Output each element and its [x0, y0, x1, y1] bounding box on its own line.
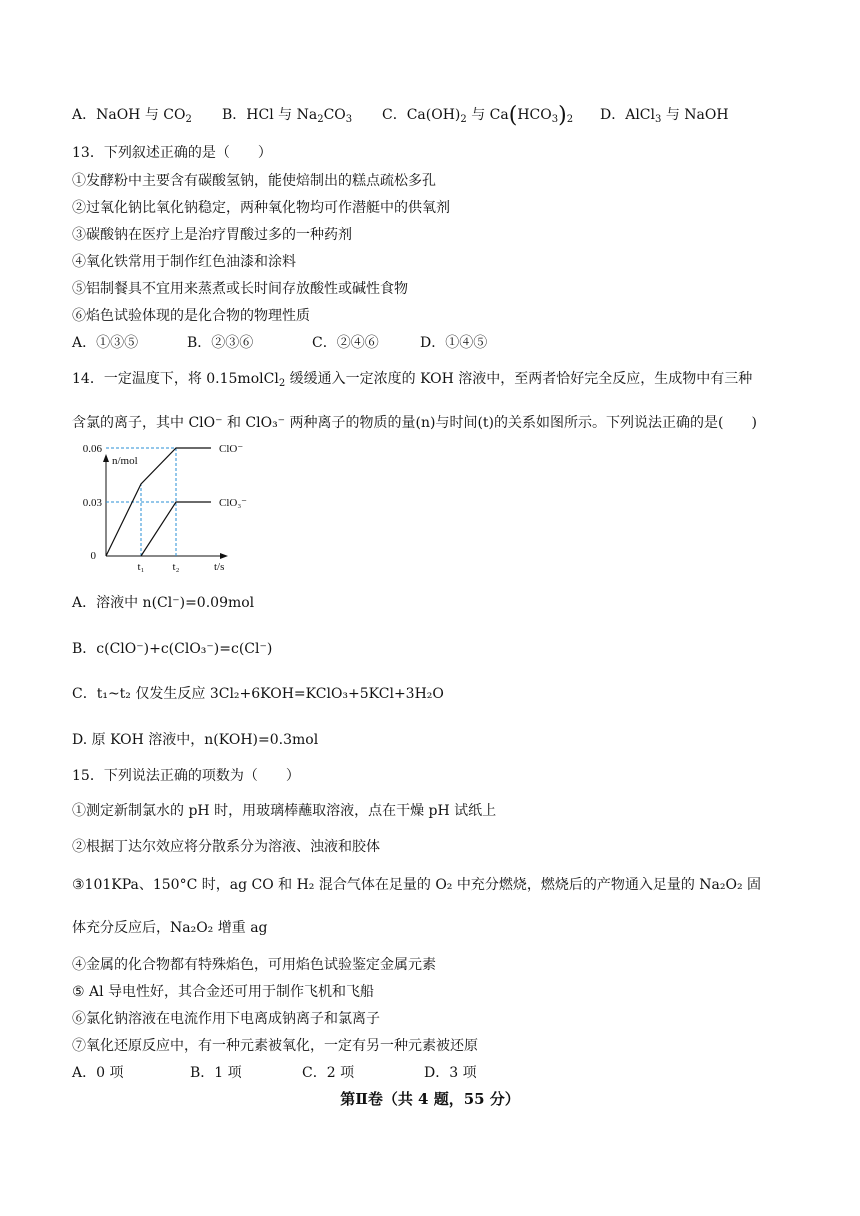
y-tick-label: 0.03 [82, 497, 102, 509]
q15-item-1: ①测定新制氯水的 pH 时，用玻璃棒蘸取溶液，点在干燥 pH 试纸上 [72, 803, 497, 819]
q15-options [72, 1064, 477, 1082]
q15-item-4: ④金属的化合物都有特殊焰色，可用焰色试验鉴定金属元素 [72, 957, 436, 973]
x-tick-label: t₁ [137, 561, 145, 573]
q12-option-a: A．NaOH 与 $CO_2$ [72, 107, 192, 125]
q13-item-4: ④氧化铁常用于制作红色油漆和涂料 [72, 254, 296, 270]
q14-stem-line2: 含氯的离子，其中 ClO⁻ 和 ClO₃⁻ 两种离子的物质的量(n)与时间(t)的关系如图所示。下列说法正确的是( ) [72, 415, 757, 431]
q15-option-d: D．3 项 [424, 1065, 477, 1081]
q15-option-a: A．0 项 [72, 1065, 124, 1081]
q13-option-d: D．①④⑤ [420, 335, 488, 351]
series-label: ClO⁻ [219, 443, 244, 455]
x-axis-label: t/s [214, 561, 225, 573]
y-tick-label: 0.06 [82, 443, 102, 455]
q15-item-3-cont: 体充分反应后，Na₂O₂ 增重 ag [72, 920, 268, 936]
q13-stem: 13．下列叙述正确的是（ ） [72, 145, 272, 161]
x-tick-label: t₂ [172, 561, 180, 573]
q15-option-c: C．2 项 [302, 1065, 355, 1081]
series-label: ClO₃⁻ [219, 497, 247, 509]
y-axis-label: n/mol [112, 455, 138, 467]
q13-option-b: B．②③⑥ [187, 335, 254, 351]
q12-option-b: B．HCl 与 $Na_2CO_3$ [222, 107, 353, 125]
x-axis-arrow [220, 553, 228, 559]
origin-label: 0 [90, 550, 96, 562]
q13-item-3: ③碳酸钠在医疗上是治疗胃酸过多的一种药剂 [72, 227, 352, 243]
q13-item-1: ①发酵粉中主要含有碳酸氢钠，能使焙制出的糕点疏松多孔 [72, 173, 436, 189]
q14-option-b: B．c(ClO⁻)+c(ClO₃⁻)=c(Cl⁻) [72, 641, 273, 657]
q12-option-d: D．AlCl$_3$ 与 NaOH [600, 107, 729, 125]
q13-option-c: C．②④⑥ [312, 335, 379, 351]
q14-option-d: D. 原 KOH 溶液中，n(KOH)=0.3mol [72, 732, 319, 748]
q14-option-c: C．t₁~t₂ 仅发生反应 3Cl₂+6KOH=KClO₃+5KCl+3H₂O [72, 686, 444, 702]
q12-options [72, 103, 729, 128]
q15-item-6: ⑥氯化钠溶液在电流作用下电离成钠离子和氯离子 [72, 1011, 380, 1027]
q13-item-6: ⑥焰色试验体现的是化合物的物理性质 [72, 308, 310, 324]
section-title: 第Ⅱ卷（共 4 题，55 分） [340, 1090, 520, 1108]
q15-item-5: ⑤ Al 导电性好，其合金还可用于制作飞机和飞船 [72, 984, 375, 1000]
q15-item-2: ②根据丁达尔效应将分散系分为溶液、浊液和胶体 [72, 839, 380, 855]
q15-item-7: ⑦氧化还原反应中，有一种元素被氧化，一定有另一种元素被还原 [72, 1038, 478, 1054]
q13-options [72, 334, 488, 352]
q12-option-c: C．$Ca(OH)_2$ 与 $Ca(HCO_3)_2$ [382, 103, 574, 128]
q14-stem: 14．一定温度下，将 0.15molCl$_2$ 缓缓通入一定浓度的 KOH 溶液中，至两者恰好完全反应，生成物中有三种 [72, 371, 753, 389]
q13-option-a: A．①③⑤ [72, 335, 139, 351]
q15-option-b: B．1 项 [190, 1065, 242, 1081]
q15-item-3: ③101KPa、150°C 时，ag CO 和 H₂ 混合气体在足量的 O₂ 中充分燃烧，燃烧后的产物通入足量的 Na₂O₂ 固 [72, 877, 762, 893]
q13-item-5: ⑤铝制餐具不宜用来蒸煮或长时间存放酸性或碱性食物 [72, 281, 408, 297]
q15-stem: 15．下列说法正确的项数为（ ） [72, 768, 300, 784]
q14-option-a: A．溶液中 n(Cl⁻)=0.09mol [72, 595, 255, 611]
q14-graph [72, 443, 247, 577]
q13-item-2: ②过氧化钠比氧化钠稳定，两种氧化物均可作潜艇中的供氧剂 [72, 200, 450, 216]
y-axis-arrow [103, 454, 109, 462]
